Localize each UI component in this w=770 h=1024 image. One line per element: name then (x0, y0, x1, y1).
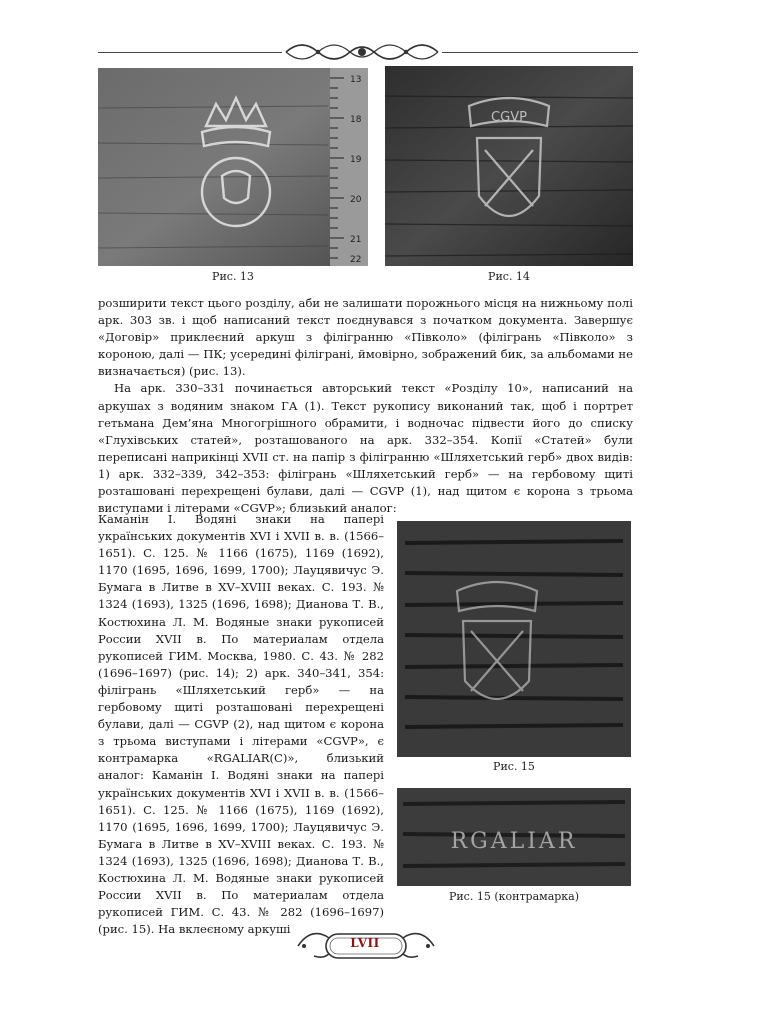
figure-13-photo (98, 68, 368, 266)
page-number: LVII (350, 936, 380, 950)
ruler-mark: 22 (350, 255, 362, 265)
header-ornament (282, 36, 442, 68)
figure-15-caption: Рис. 15 (493, 760, 535, 773)
paragraph-3: Каманін І. Водяні знаки на папері українських документів XVI і XVII в. в. (1566–1651). С. 125. № 1166 (1675), 1169 (1692), 1170 (1695, 1696, 1699, 1700); Лауцявичус Э. Бумага в Литве в XV–XVIII веках. С. 193. № 1324 (1693), 1325 (1696, 1698); Дианова Т. В., Костюхина Л. М. Водяные знаки рукописей России XVII в. По материалам отдела рукописей ГИМ. Москва, 1980. С. 43. № 282 (1696–1697) (рис. 14); 2) арк. 340–341, 354: філігрань «Шляхетський герб» — на гербовому щиті розташовані перехрещені булави, далі — CGVP (2), над щитом є корона з трьома виступами і літерами «CGVP», є контрамарка «RGALIAR(C)», близький аналог: Каманін І. Водяні знаки на папері українських документів XVI і XVII в. в. (1566–1651). С. 125. № 1166 (1675), 1169 (1692), 1170 (1695, 1696, 1699, 1700); Лауцявичус Э. Бумага в Литве в XV–XVIII веках. С. 193. № 1324 (1693), 1325 (1696, 1698); Дианова Т. В., Костюхина Л. М. Водяные знаки рукописей России XVII в. По материалам отдела рукописей ГИМ. С. 43. № 282 (1696–1697) (рис. 15). На вклеєному аркуші (98, 512, 384, 937)
text-block-top (98, 295, 633, 517)
watermark-letters: CGVP (491, 110, 527, 125)
figure-14-photo (385, 66, 633, 266)
figure-13-caption: Рис. 13 (212, 270, 254, 283)
figure-15-photo (397, 521, 631, 757)
ruler-mark: 21 (350, 235, 362, 245)
paragraph-2: На арк. 330–331 починається авторський текст «Розділу 10», написаний на аркушах з водяним знаком ГА (1). Текст рукопису виконаний так, щоб і портрет гетьмана Дем’яна Многогрішного обрамити, і водночас підвести його до списку «Глухівських статей», розташованого на арк. 332–354. Копії «Статей» були переписані наприкінці XVII ст. на папір з філігранню «Шляхетський герб» двох видів: 1) арк. 332–339, 342–353: філігрань «Шляхетський герб» — на гербовому щиті розташовані перехрещені булави, далі — CGVP (1), над щитом є корона з трьома виступами і літерами «CGVP»; близький аналог: (98, 381, 633, 516)
ruler-mark: 19 (350, 155, 362, 165)
ruler-mark: 18 (350, 115, 362, 125)
countermark-letters: RGALIAR (450, 829, 578, 854)
figure-15-countermark-caption: Рис. 15 (контрамарка) (448, 890, 580, 903)
figure-14-caption: Рис. 14 (488, 270, 530, 283)
ruler-mark: 20 (350, 195, 362, 205)
figure-15-countermark-photo (397, 788, 631, 886)
ruler-mark: 13 (350, 75, 362, 85)
paragraph-1: розширити текст цього розділу, аби не залишати порожнього місця на нижньому полі арк. 303 зв. і щоб написаний текст поєднувався з початком документа. Завершує «Договір» приклеєний аркуш з філігранню «Півколо» (філігрань «Півколо» з короною, далі — ПК; усередині філіграні, ймовірно, зображений бик, за альбомами не визначається) (рис. 13). (98, 296, 633, 379)
text-block-column (98, 511, 384, 938)
